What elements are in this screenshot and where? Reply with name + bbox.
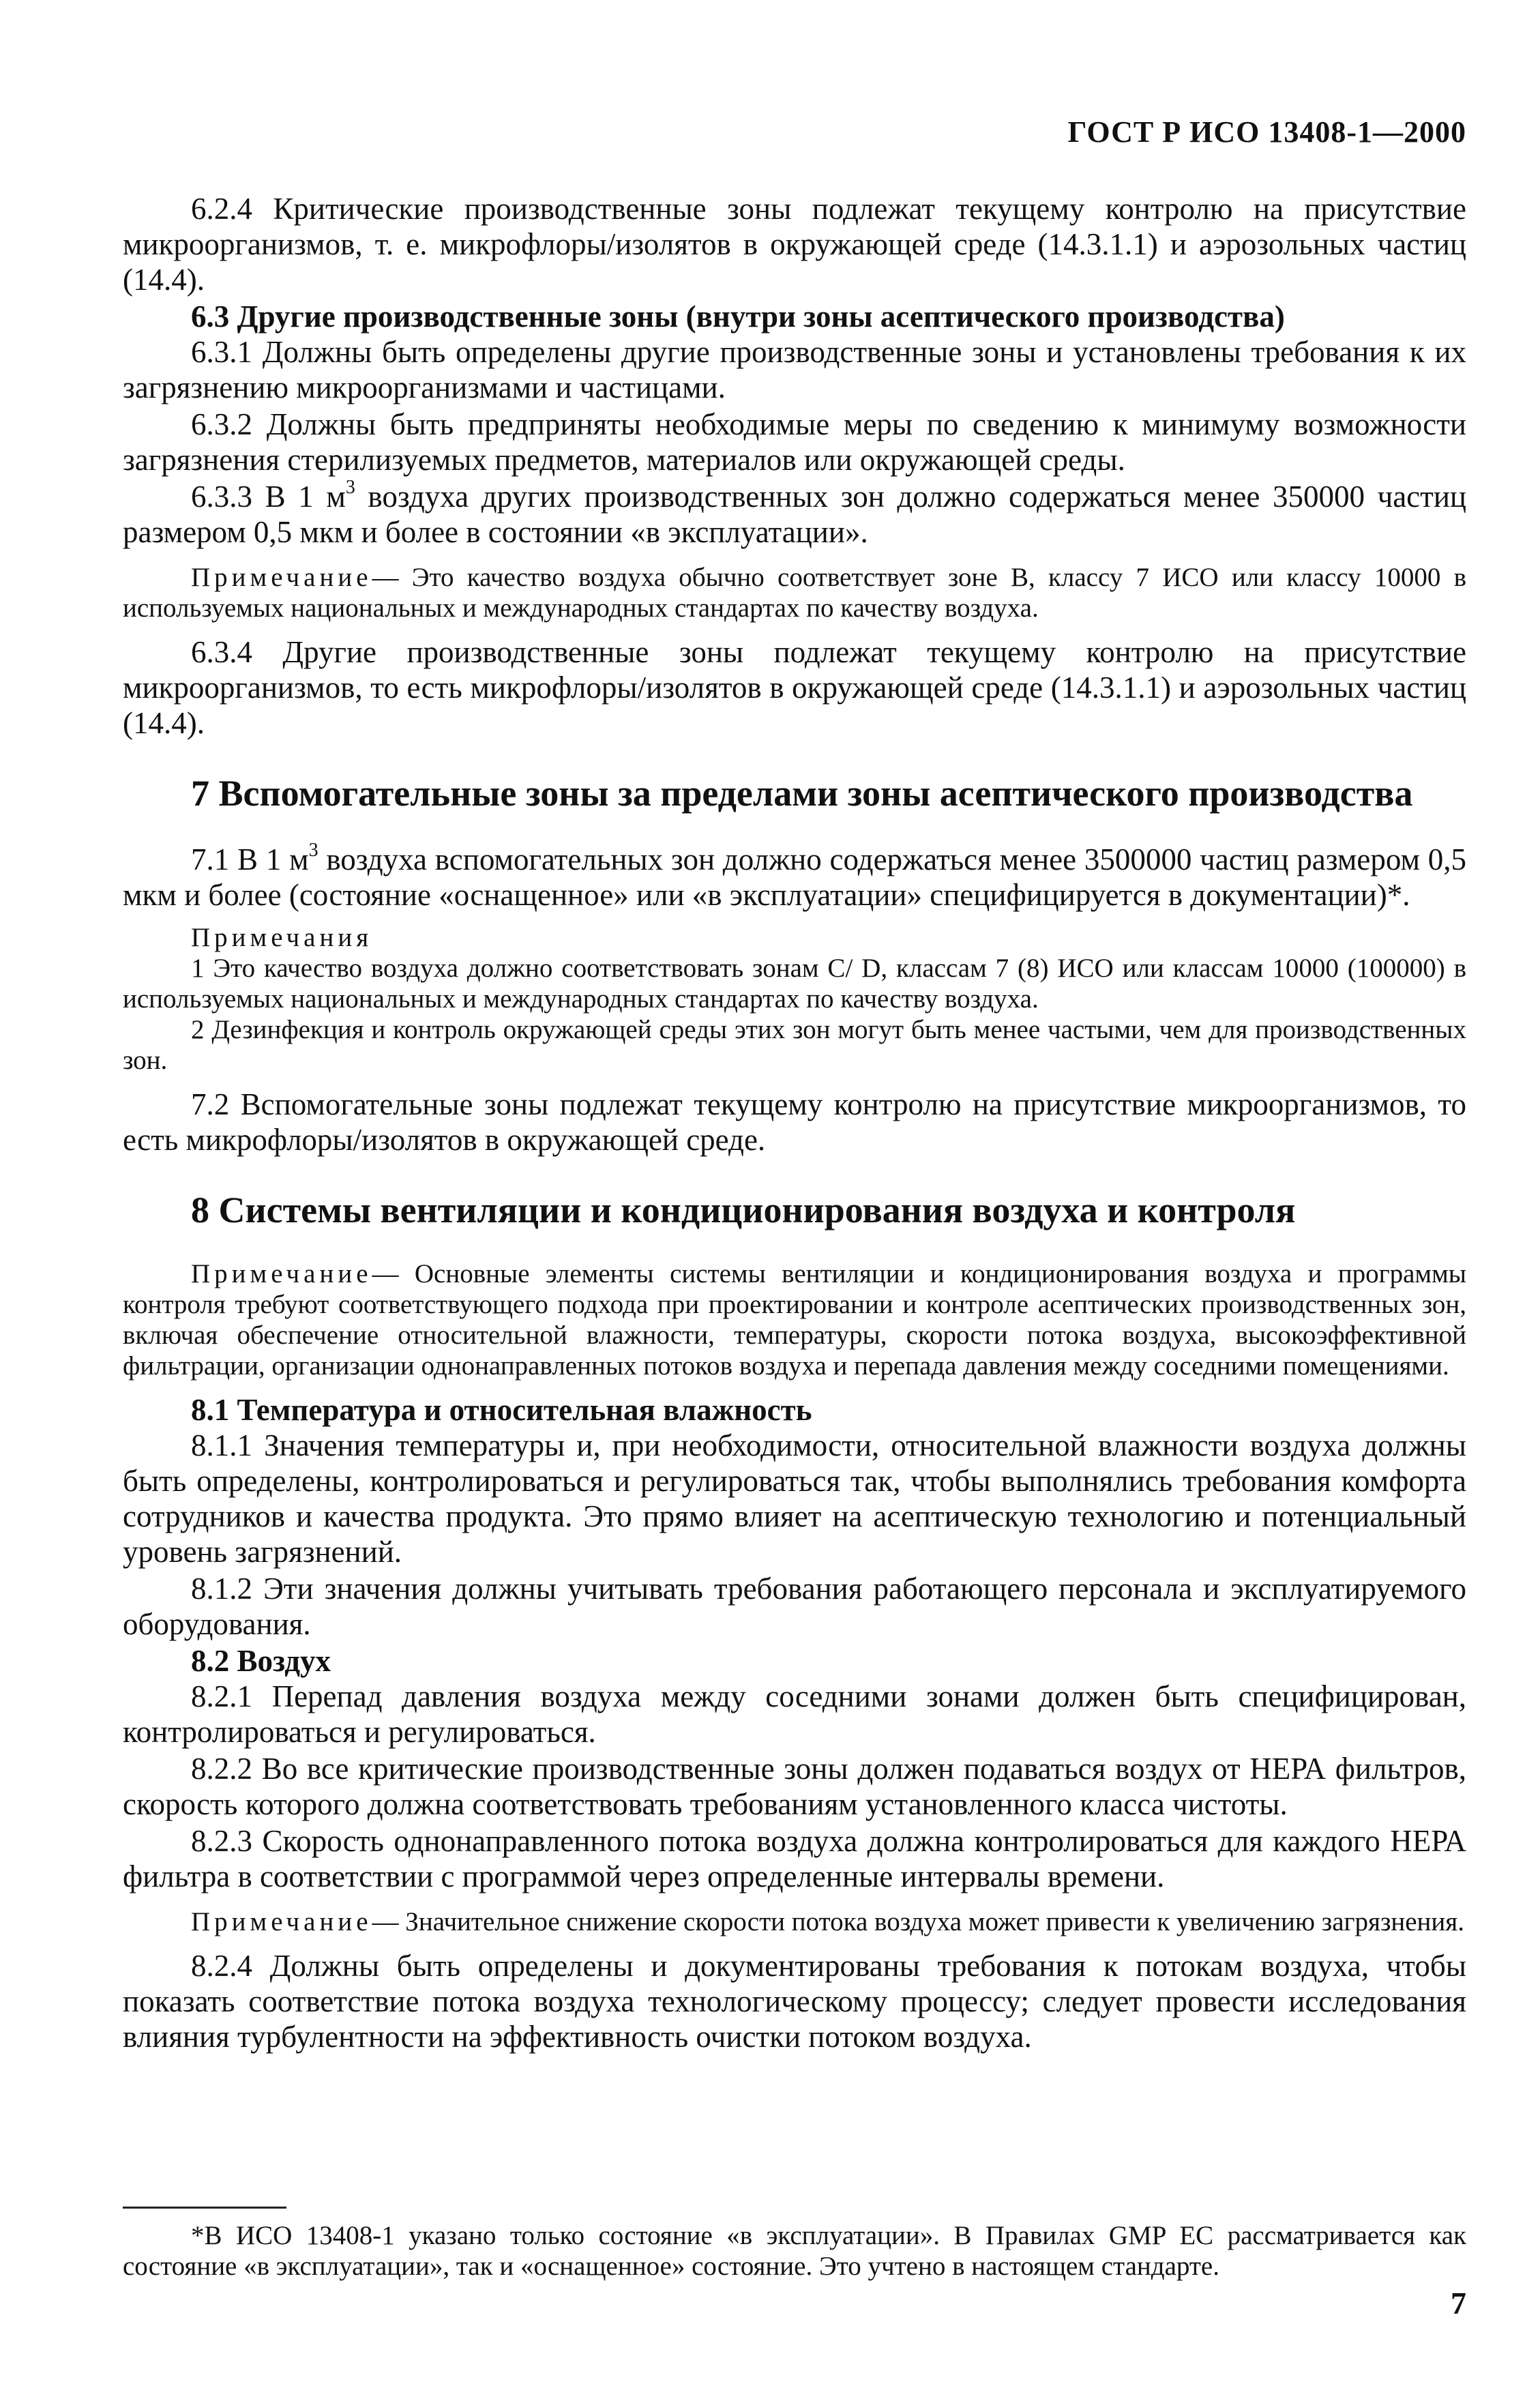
page-content (123, 191, 1466, 2056)
clause-6-3-3 (123, 479, 1466, 550)
clause-7-2: 7.2 Вспомогательные зоны подлежат текущему контролю на присутствие микроорганизмов, то есть микрофлоры/изолятов в окружающей среде. (123, 1087, 1466, 1157)
clause-6-3-3-part-b: воздуха других производственных зон должно содержаться менее 350000 частиц размером 0,5 мкм и более в состоянии «в эксплуатации». (123, 480, 1466, 549)
note-8-2-3 (123, 1906, 1466, 1937)
note-8-2-3-text: — Значительное снижение скорости потока воздуха может привести к увеличению загрязнения. (372, 1907, 1464, 1936)
clause-7-1 (123, 842, 1466, 913)
footnote-divider (123, 2207, 286, 2209)
section-8-2-title: 8.2 Воздух (191, 1644, 331, 1678)
clause-8-1-2: 8.1.2 Эти значения должны учитывать требования работающего персонала и эксплуатируемого оборудования. (123, 1572, 1466, 1641)
clause-6-3-4: 6.3.4 Другие производственные зоны подлежат текущему контролю на присутствие микроорганизмов, то есть микрофлоры/изолятов в окружающей среде (14.3.1.1) и аэрозольных частиц (14.4). (123, 635, 1466, 740)
clause-8-2-2: 8.2.2 Во все критические производственные зоны должен подаваться воздух от НЕРА фильтров, скорость которого должна соответствовать требованиям установленного класса чистоты. (123, 1752, 1466, 1821)
note-label: Примечание (191, 1907, 372, 1936)
clause-6-2-4: 6.2.4 Критические производственные зоны подлежат текущему контролю на присутствие микроорганизмов, т. е. микрофлоры/изолятов в окружающей среде (14.3.1.1) и аэрозольных частиц (14.4). (123, 192, 1466, 297)
clause-6-3-2: 6.3.2 Должны быть предприняты необходимые меры по сведению к минимуму возможности загрязнения стерилизуемых предметов, материалов или окружающей среды. (123, 407, 1466, 477)
note-label: Примечание (191, 1259, 372, 1288)
clause-8-2-1: 8.2.1 Перепад давления воздуха между соседними зонами должен быть специфицирован, контролироваться и регулироваться. (123, 1679, 1466, 1749)
note-8-text: — Основные элементы системы вентиляции и кондиционирования воздуха и программы контроля требуют соответствующего подхода при проектировании и контроле асептических производственных зон, включая обеспечение относительной влажности, температуры, скорости потока воздуха, высокоэффективной фильтрации, организации однонаправленных потоков воздуха и перепада давления между соседними помещениями. (123, 1259, 1466, 1381)
note-6-3-3-text: — Это качество воздуха обычно соответствует зоне В, классу 7 ИСО или классу 10000 в используемых национальных и международных стандартах по качеству воздуха. (123, 563, 1466, 623)
clause-6-3-3-part-a: 6.3.3 В 1 м (191, 480, 346, 514)
section-8-heading: 8 Системы вентиляции и кондиционирования воздуха и контроля (191, 1190, 1296, 1230)
clause-7-1-part-b: воздуха вспомогательных зон должно содержаться менее 3500000 частиц размером 0,5 мкм и более (состояние «оснащенное» или «в эксплуатации» специфицируется в документации)*. (123, 842, 1467, 912)
footnote: *В ИСО 13408-1 указано только состояние «в эксплуатации». В Правилах GMP ЕС рассматривается как состояние «в эксплуатации», так и «оснащенное» состояние. Это учтено в настоящем стандарте. (123, 2221, 1466, 2281)
clause-6-3-1: 6.3.1 Должны быть определены другие производственные зоны и установлены требования к их загрязнению микроорганизмами и частицами. (123, 335, 1466, 404)
note-label: Примечание (191, 563, 372, 592)
page-number: 7 (1451, 2286, 1466, 2320)
note-6-3-3 (123, 562, 1466, 623)
note-8 (123, 1258, 1466, 1381)
note-7-item-2: 2 Дезинфекция и контроль окружающей среды этих зон могут быть менее частыми, чем для производственных зон. (123, 1015, 1466, 1075)
note-7-item-1: 1 Это качество воздуха должно соответствовать зонам С/ D, классам 7 (8) ИСО или классам 10000 (100000) в используемых национальных и международных стандартах по качеству воздуха. (123, 954, 1466, 1014)
cubic-superscript: 3 (345, 477, 355, 498)
cubic-superscript: 3 (308, 840, 319, 861)
standard-header: ГОСТ Р ИСО 13408-1—2000 (1067, 115, 1466, 149)
clause-8-1-1: 8.1.1 Значения температуры и, при необходимости, относительной влажности воздуха должны быть определены, контролироваться и регулироваться так, чтобы выполнялись требования комфорта сотрудников и качества продукта. Это прямо влияет на асептическую технологию и потенциальный уровень загрязнений. (123, 1428, 1466, 1569)
clause-8-2-4: 8.2.4 Должны быть определены и документированы требования к потокам воздуха, чтобы показать соответствие потока воздуха технологическому процессу; следует провести исследования влияния турбулентности на эффективность очистки потоком воздуха. (123, 1949, 1466, 2054)
section-7-heading: 7 Вспомогательные зоны за пределами зоны асептического производства (191, 773, 1413, 814)
clause-8-2-3: 8.2.3 Скорость однонаправленного потока воздуха должна контролироваться для каждого НЕРА фильтра в соответствии с программой через определенные интервалы времени. (123, 1824, 1466, 1893)
notes-label: Примечания (191, 923, 373, 952)
section-6-3-title: 6.3 Другие производственные зоны (внутри зоны асептического производства) (191, 299, 1285, 334)
clause-7-1-part-a: 7.1 В 1 м (191, 842, 309, 876)
section-8-1-title: 8.1 Температура и относительная влажность (191, 1393, 812, 1427)
document-page (123, 109, 1466, 2326)
